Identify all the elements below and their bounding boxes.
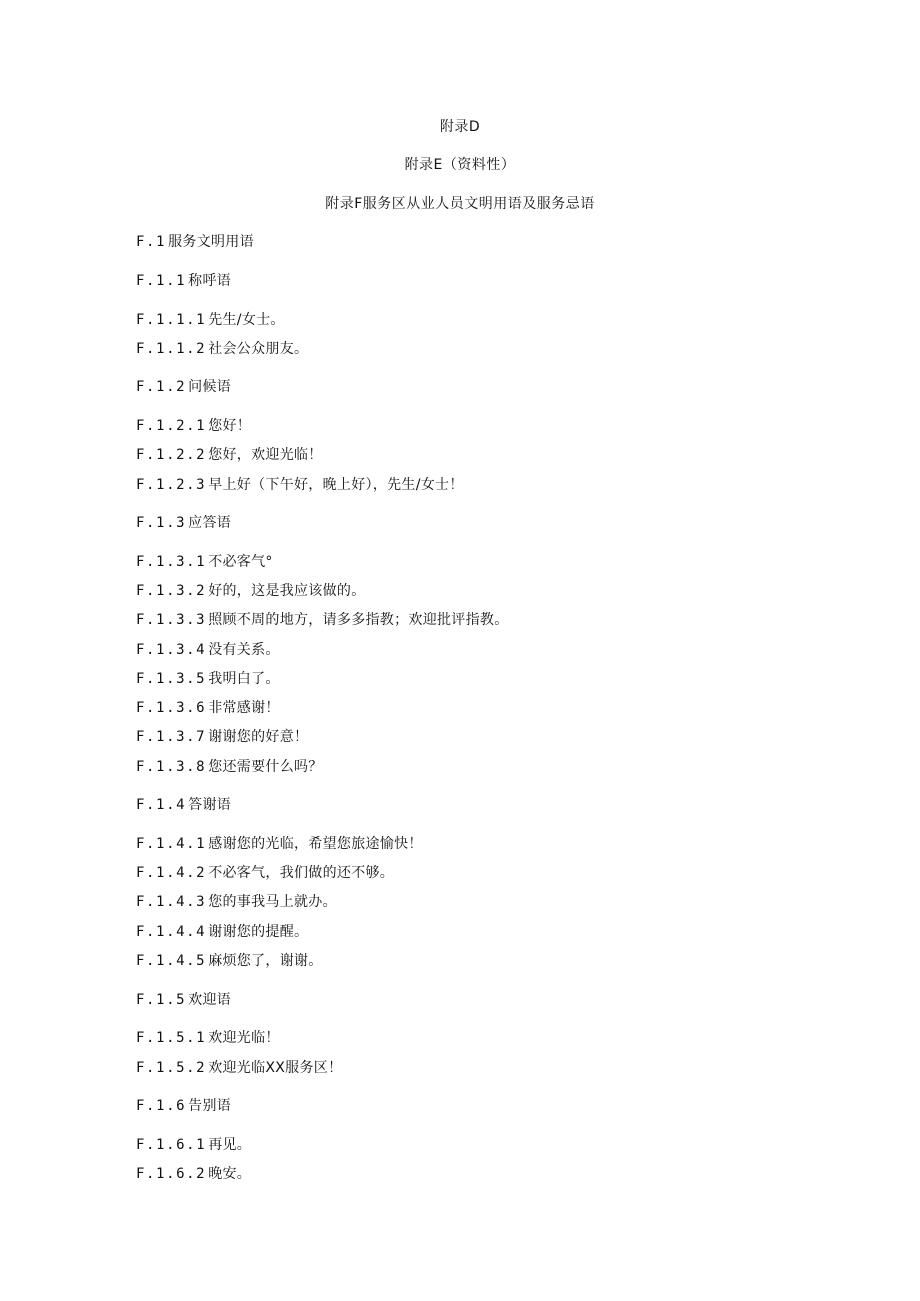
clause-number: F.1.3.4: [136, 642, 207, 658]
clause-text: 感谢您的光临，希望您旅途愉快！: [208, 836, 423, 852]
clause-text: 欢迎语: [188, 992, 232, 1008]
clause-text: 早上好（下午好，晚上好），先生/女士！: [208, 477, 464, 493]
list-item: [136, 669, 280, 689]
clause-number: F.1.1.1: [136, 312, 207, 328]
clause-number: F.1.3.2: [136, 583, 207, 599]
clause-number: F.1.3.5: [136, 671, 207, 687]
subsection-heading: [136, 377, 231, 397]
clause-number: F.1.3.8: [136, 759, 207, 775]
clause-number: F.1.3: [136, 515, 187, 531]
clause-text: 告别语: [188, 1098, 232, 1114]
subsection-heading: [136, 795, 231, 815]
clause-number: F.1.5.2: [136, 1060, 207, 1076]
clause-number: F.1.2.1: [136, 418, 207, 434]
list-item: [136, 892, 337, 912]
list-item: [136, 552, 273, 572]
list-item: [136, 610, 509, 630]
clause-number: F.1.2.2: [136, 447, 207, 463]
clause-text: 不必客气，我们做的还不够。: [208, 865, 395, 881]
clause-text: 欢迎光临XX服务区！: [208, 1060, 343, 1076]
list-item: [136, 863, 394, 883]
list-item: [136, 416, 251, 436]
clause-text: 没有关系。: [208, 642, 280, 658]
clause-text: 好的，这是我应该做的。: [208, 583, 366, 599]
subsection-heading: [136, 1096, 231, 1116]
clause-number: F.1.6.1: [136, 1137, 207, 1153]
appendix-e-title: 附录E（资料性）: [404, 157, 516, 173]
clause-text: 谢谢您的好意！: [208, 729, 309, 745]
clause-number: F.1.1.2: [136, 341, 207, 357]
clause-text: 我明白了。: [208, 671, 280, 687]
list-item: [136, 922, 308, 942]
list-item: [136, 310, 285, 330]
clause-text: 不必客气°: [208, 554, 273, 570]
clause-number: F.1.5.1: [136, 1030, 207, 1046]
list-item: [136, 339, 308, 359]
list-item: [136, 1058, 342, 1078]
clause-text: 照顾不周的地方，请多多指教；欢迎批评指教。: [208, 612, 509, 628]
clause-text: 麻烦您了，谢谢。: [208, 953, 323, 969]
clause-number: F.1.4.3: [136, 894, 207, 910]
clause-number: F.1.2.3: [136, 477, 207, 493]
clause-text: 您还需要什么吗？: [208, 759, 323, 775]
clause-number: F.1.3.6: [136, 700, 207, 716]
clause-text: 您好，欢迎光临！: [208, 447, 323, 463]
list-item: [136, 445, 323, 465]
clause-text: 晚安。: [208, 1166, 252, 1182]
clause-number: F.1.3.7: [136, 729, 207, 745]
clause-text: 再见。: [208, 1137, 252, 1153]
clause-text: 您的事我马上就办。: [208, 894, 337, 910]
appendix-f-title: 附录F服务区从业人员文明用语及服务忌语: [325, 196, 595, 212]
subsection-heading: [136, 513, 231, 533]
list-item: [136, 475, 464, 495]
clause-number: F.1.5: [136, 992, 187, 1008]
clause-number: F.1: [136, 234, 167, 250]
clause-number: F.1.4.4: [136, 924, 207, 940]
clause-text: 非常感谢！: [208, 700, 280, 716]
clause-number: F.1.6.2: [136, 1166, 207, 1182]
list-item: [136, 698, 280, 718]
clause-text: 答谢语: [188, 797, 232, 813]
clause-number: F.1.4.5: [136, 953, 207, 969]
clause-number: F.1.4.2: [136, 865, 207, 881]
clause-number: F.1.6: [136, 1098, 187, 1114]
clause-text: 您好！: [208, 418, 252, 434]
clause-text: 先生/女士。: [208, 312, 285, 328]
clause-number: F.1.3.3: [136, 612, 207, 628]
list-item: [136, 1135, 251, 1155]
list-item: [136, 640, 280, 660]
clause-text: 应答语: [188, 515, 232, 531]
clause-number: F.1.1: [136, 273, 187, 289]
clause-text: 欢迎光临！: [208, 1030, 280, 1046]
clause-text: 谢谢您的提醒。: [208, 924, 309, 940]
clause-text: 社会公众朋友。: [208, 341, 309, 357]
list-item: [136, 1164, 251, 1184]
list-item: [136, 834, 423, 854]
clause-text: 服务文明用语: [168, 234, 254, 250]
clause-number: F.1.4.1: [136, 836, 207, 852]
list-item: [136, 757, 323, 777]
list-item: [136, 581, 366, 601]
list-item: [136, 951, 323, 971]
subsection-heading: [136, 990, 231, 1010]
subsection-heading: [136, 271, 231, 291]
list-item: [136, 1028, 280, 1048]
clause-number: F.1.3.1: [136, 554, 207, 570]
clause-text: 问候语: [188, 379, 232, 395]
clause-number: F.1.4: [136, 797, 187, 813]
clause-text: 称呼语: [188, 273, 232, 289]
appendix-d-title: 附录D: [439, 119, 481, 135]
clause-number: F.1.2: [136, 379, 187, 395]
list-item: [136, 727, 308, 747]
section-heading: [136, 232, 254, 252]
